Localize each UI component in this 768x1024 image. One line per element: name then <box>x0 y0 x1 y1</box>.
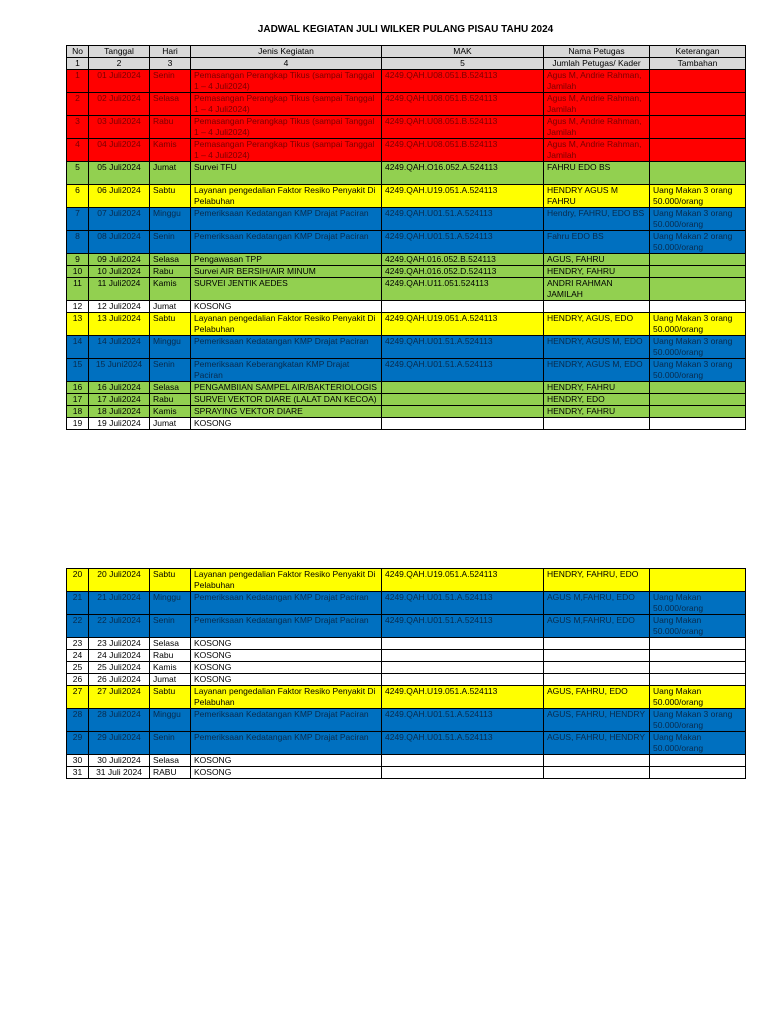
date-cell: 07 Juli2024 <box>89 208 150 231</box>
day-cell: Kamis <box>150 662 191 674</box>
note-cell <box>650 139 746 162</box>
note-cell <box>650 767 746 779</box>
staff-cell: Hendry, FAHRU, EDO BS <box>544 208 650 231</box>
date-cell: 12 Juli2024 <box>89 301 150 313</box>
no-cell: 3 <box>67 116 89 139</box>
date-cell: 06 Juli2024 <box>89 185 150 208</box>
date-cell: 29 Juli2024 <box>89 732 150 755</box>
mak-cell <box>382 394 544 406</box>
activity-cell: Survei AIR BERSIH/AIR MINUM <box>191 266 382 278</box>
no-cell: 24 <box>67 650 89 662</box>
staff-cell <box>544 650 650 662</box>
date-cell: 09 Juli2024 <box>89 254 150 266</box>
day-cell: Selasa <box>150 755 191 767</box>
header-cell: No <box>67 46 89 58</box>
date-cell: 30 Juli2024 <box>89 755 150 767</box>
day-cell: Sabtu <box>150 185 191 208</box>
mak-cell: 4249.QAH.U01.51.A.524113 <box>382 336 544 359</box>
note-cell <box>650 406 746 418</box>
staff-cell: AGUS, FAHRU, HENDRY <box>544 709 650 732</box>
mak-cell: 4249.QAH.U08.051.B.524113 <box>382 93 544 116</box>
note-cell <box>650 569 746 592</box>
activity-cell: Pemasangan Perangkap Tikus (sampai Tanggal 1 – 4 Juli2024) <box>191 93 382 116</box>
mak-cell: 4249.QAH.U11.051.524113 <box>382 278 544 301</box>
activity-cell: Layanan pengedalian Faktor Resiko Penyakit Di Pelabuhan <box>191 686 382 709</box>
staff-cell <box>544 662 650 674</box>
mak-cell <box>382 301 544 313</box>
staff-cell: HENDRY, FAHRU <box>544 382 650 394</box>
activity-cell: Pengawasan TPP <box>191 254 382 266</box>
date-cell: 03 Juli2024 <box>89 116 150 139</box>
mak-cell: 4249.QAH.016.052.B.524113 <box>382 254 544 266</box>
date-cell: 27 Juli2024 <box>89 686 150 709</box>
note-cell <box>650 70 746 93</box>
day-cell: Selasa <box>150 93 191 116</box>
note-cell <box>650 116 746 139</box>
day-cell: Senin <box>150 70 191 93</box>
activity-cell: Pemeriksaan Kedatangan KMP Drajat Paciran <box>191 336 382 359</box>
activity-cell: Pemeriksaan Kedatangan KMP Drajat Paciran <box>191 732 382 755</box>
note-cell <box>650 650 746 662</box>
note-cell <box>650 266 746 278</box>
day-cell: Rabu <box>150 650 191 662</box>
no-cell: 13 <box>67 313 89 336</box>
subheader-cell: 5 <box>382 58 544 70</box>
staff-cell: Agus M, Andrie Rahman, Jamilah <box>544 70 650 93</box>
no-cell: 5 <box>67 162 89 185</box>
no-cell: 23 <box>67 638 89 650</box>
no-cell: 29 <box>67 732 89 755</box>
date-cell: 04 Juli2024 <box>89 139 150 162</box>
subheader-cell: 4 <box>191 58 382 70</box>
no-cell: 25 <box>67 662 89 674</box>
date-cell: 23 Juli2024 <box>89 638 150 650</box>
day-cell: Minggu <box>150 592 191 615</box>
staff-cell: AGUS, FAHRU, HENDRY <box>544 732 650 755</box>
no-cell: 10 <box>67 266 89 278</box>
staff-cell <box>544 638 650 650</box>
table-row <box>67 382 746 394</box>
subheader-cell: 2 <box>89 58 150 70</box>
activity-cell: SURVEI JENTIK AEDES <box>191 278 382 301</box>
day-cell: Minggu <box>150 208 191 231</box>
date-cell: 08 Juli2024 <box>89 231 150 254</box>
activity-cell: Pemeriksaan Kedatangan KMP Drajat Paciran <box>191 208 382 231</box>
date-cell: 05 Juli2024 <box>89 162 150 185</box>
date-cell: 02 Juli2024 <box>89 93 150 116</box>
date-cell: 20 Juli2024 <box>89 569 150 592</box>
no-cell: 31 <box>67 767 89 779</box>
note-cell: Uang Makan 50.000/orang <box>650 732 746 755</box>
subheader-cell: Jumlah Petugas/ Kader <box>544 58 650 70</box>
activity-cell: Pemasangan Perangkap Tikus (sampai Tanggal 1 – 4 Juli2024) <box>191 70 382 93</box>
day-cell: Jumat <box>150 674 191 686</box>
mak-cell <box>382 767 544 779</box>
day-cell: Sabtu <box>150 686 191 709</box>
no-cell: 26 <box>67 674 89 686</box>
mak-cell <box>382 382 544 394</box>
note-cell <box>650 755 746 767</box>
note-cell: Uang Makan 3 orang 50.000/orang <box>650 359 746 382</box>
date-cell: 13 Juli2024 <box>89 313 150 336</box>
note-cell: Uang Makan 3 orang 50.000/orang <box>650 709 746 732</box>
no-cell: 16 <box>67 382 89 394</box>
mak-cell: 4249.QAH.U19.051.A.524113 <box>382 569 544 592</box>
date-cell: 14 Juli2024 <box>89 336 150 359</box>
no-cell: 1 <box>67 70 89 93</box>
document-title: JADWAL KEGIATAN JULI WILKER PULANG PISAU TAHU 2024 <box>257 24 554 35</box>
date-cell: 28 Juli2024 <box>89 709 150 732</box>
activity-cell: Layanan pengedalian Faktor Resiko Penyakit Di Pelabuhan <box>191 313 382 336</box>
staff-cell <box>544 418 650 430</box>
table-row <box>67 394 746 406</box>
mak-cell <box>382 650 544 662</box>
note-cell <box>650 162 746 185</box>
date-cell: 18 Juli2024 <box>89 406 150 418</box>
table-row <box>67 139 746 162</box>
activity-cell: KOSONG <box>191 301 382 313</box>
activity-cell: Survei TFU <box>191 162 382 185</box>
note-cell: Uang Makan 50.000/orang <box>650 686 746 709</box>
activity-cell: SPRAYING VEKTOR DIARE <box>191 406 382 418</box>
mak-cell: 4249.QAH.U01.51.A.524113 <box>382 709 544 732</box>
activity-cell: PENGAMBIIAN SAMPEL AIR/BAKTERIOLOGIS <box>191 382 382 394</box>
note-cell: Uang Makan 50.000/orang <box>650 615 746 638</box>
mak-cell <box>382 406 544 418</box>
table-row <box>67 116 746 139</box>
note-cell <box>650 394 746 406</box>
date-cell: 31 Juli 2024 <box>89 767 150 779</box>
header-row <box>67 46 746 58</box>
note-cell <box>650 638 746 650</box>
note-cell <box>650 674 746 686</box>
subheader-cell: 1 <box>67 58 89 70</box>
activity-cell: Pemasangan Perangkap Tikus (sampai Tanggal 1 – 4 Juli2024) <box>191 139 382 162</box>
mak-cell: 4249.QAH.U01.51.A.524113 <box>382 615 544 638</box>
staff-cell: HENDRY AGUS M FAHRU <box>544 185 650 208</box>
mak-cell: 4249.QAH.U01.51.A.524113 <box>382 208 544 231</box>
mak-cell <box>382 638 544 650</box>
table-row <box>67 231 746 254</box>
staff-cell: HENDRY, AGUS, EDO <box>544 313 650 336</box>
mak-cell: 4249.QAH.U19.051.A.524113 <box>382 185 544 208</box>
activity-cell: Layanan pengedalian Faktor Resiko Penyakit Di Pelabuhan <box>191 569 382 592</box>
no-cell: 20 <box>67 569 89 592</box>
activity-cell: KOSONG <box>191 674 382 686</box>
staff-cell: AGUS M,FAHRU, EDO <box>544 592 650 615</box>
date-cell: 25 Juli2024 <box>89 662 150 674</box>
activity-cell: Pemeriksaan Keberangkatan KMP Drajat Paciran <box>191 359 382 382</box>
no-cell: 14 <box>67 336 89 359</box>
activity-cell: KOSONG <box>191 650 382 662</box>
table-row <box>67 278 746 301</box>
date-cell: 21 Juli2024 <box>89 592 150 615</box>
mak-cell: 4249.QAH.U01.51.A.524113 <box>382 359 544 382</box>
date-cell: 19 Juli2024 <box>89 418 150 430</box>
day-cell: Selasa <box>150 254 191 266</box>
note-cell: Uang Makan 3 orang 50.000/orang <box>650 313 746 336</box>
staff-cell <box>544 301 650 313</box>
mak-cell <box>382 662 544 674</box>
note-cell <box>650 254 746 266</box>
no-cell: 27 <box>67 686 89 709</box>
staff-cell: FAHRU EDO BS <box>544 162 650 185</box>
table-row <box>67 709 746 732</box>
mak-cell <box>382 418 544 430</box>
date-cell: 01 Juli2024 <box>89 70 150 93</box>
table-row <box>67 301 746 313</box>
subheader-row <box>67 58 746 70</box>
subheader-cell: Tambahan <box>650 58 746 70</box>
note-cell <box>650 93 746 116</box>
no-cell: 22 <box>67 615 89 638</box>
table-row <box>67 185 746 208</box>
table-row <box>67 755 746 767</box>
no-cell: 7 <box>67 208 89 231</box>
note-cell <box>650 382 746 394</box>
table-row <box>67 336 746 359</box>
staff-cell: Fahru EDO BS <box>544 231 650 254</box>
no-cell: 4 <box>67 139 89 162</box>
day-cell: Rabu <box>150 266 191 278</box>
note-cell <box>650 301 746 313</box>
day-cell: Minggu <box>150 709 191 732</box>
date-cell: 22 Juli2024 <box>89 615 150 638</box>
note-cell <box>650 278 746 301</box>
no-cell: 9 <box>67 254 89 266</box>
mak-cell <box>382 755 544 767</box>
staff-cell <box>544 767 650 779</box>
header-cell: Keterangan <box>650 46 746 58</box>
activity-cell: Pemasangan Perangkap Tikus (sampai Tanggal 1 – 4 Juli2024) <box>191 116 382 139</box>
note-cell <box>650 418 746 430</box>
mak-cell: 4249.QAH.O16.052.A.524113 <box>382 162 544 185</box>
table-row <box>67 674 746 686</box>
day-cell: Senin <box>150 359 191 382</box>
note-cell: Uang Makan 3 orang 50.000/orang <box>650 185 746 208</box>
table-row <box>67 93 746 116</box>
table-row <box>67 208 746 231</box>
table-row <box>67 254 746 266</box>
no-cell: 21 <box>67 592 89 615</box>
no-cell: 6 <box>67 185 89 208</box>
table-row <box>67 266 746 278</box>
date-cell: 24 Juli2024 <box>89 650 150 662</box>
no-cell: 2 <box>67 93 89 116</box>
activity-cell: Pemeriksaan Kedatangan KMP Drajat Paciran <box>191 592 382 615</box>
day-cell: Jumat <box>150 418 191 430</box>
mak-cell: 4249.QAH.U19.051.A.524113 <box>382 313 544 336</box>
table-row <box>67 313 746 336</box>
mak-cell: 4249.QAH.U01.51.A.524113 <box>382 592 544 615</box>
table-row <box>67 418 746 430</box>
mak-cell: 4249.QAH.U19.051.A.524113 <box>382 686 544 709</box>
activity-cell: Pemeriksaan Kedatangan KMP Drajat Paciran <box>191 615 382 638</box>
table-row <box>67 359 746 382</box>
staff-cell: HENDRY, EDO <box>544 394 650 406</box>
mak-cell: 4249.QAH.U01.51.A.524113 <box>382 732 544 755</box>
table-row <box>67 662 746 674</box>
table-row <box>67 406 746 418</box>
activity-cell: KOSONG <box>191 767 382 779</box>
no-cell: 15 <box>67 359 89 382</box>
date-cell: 11 Juli2024 <box>89 278 150 301</box>
day-cell: Senin <box>150 615 191 638</box>
date-cell: 17 Juli2024 <box>89 394 150 406</box>
staff-cell: HENDRY, FAHRU <box>544 266 650 278</box>
mak-cell: 4249.QAH.016.052.D.524113 <box>382 266 544 278</box>
day-cell: Kamis <box>150 278 191 301</box>
activity-cell: KOSONG <box>191 755 382 767</box>
activity-cell: SURVEI VEKTOR DIARE (LALAT DAN KECOA) <box>191 394 382 406</box>
staff-cell: AGUS, FAHRU <box>544 254 650 266</box>
no-cell: 30 <box>67 755 89 767</box>
note-cell: Uang Makan 3 orang 50.000/orang <box>650 208 746 231</box>
day-cell: Sabtu <box>150 569 191 592</box>
day-cell: Kamis <box>150 406 191 418</box>
staff-cell: HENDRY, AGUS M, EDO <box>544 336 650 359</box>
table-row <box>67 70 746 93</box>
table-row <box>67 767 746 779</box>
staff-cell <box>544 674 650 686</box>
no-cell: 19 <box>67 418 89 430</box>
schedule-table-1 <box>66 45 746 430</box>
staff-cell: HENDRY, FAHRU <box>544 406 650 418</box>
table-row <box>67 569 746 592</box>
date-cell: 26 Juli2024 <box>89 674 150 686</box>
day-cell: Jumat <box>150 301 191 313</box>
day-cell: Selasa <box>150 382 191 394</box>
activity-cell: Layanan pengedalian Faktor Resiko Penyakit Di Pelabuhan <box>191 185 382 208</box>
header-cell: MAK <box>382 46 544 58</box>
activity-cell: KOSONG <box>191 418 382 430</box>
no-cell: 17 <box>67 394 89 406</box>
staff-cell: AGUS M,FAHRU, EDO <box>544 615 650 638</box>
day-cell: Jumat <box>150 162 191 185</box>
day-cell: Selasa <box>150 638 191 650</box>
table-row <box>67 638 746 650</box>
day-cell: Senin <box>150 231 191 254</box>
activity-cell: Pemeriksaan Kedatangan KMP Drajat Paciran <box>191 709 382 732</box>
day-cell: Rabu <box>150 394 191 406</box>
date-cell: 15 Juni2024 <box>89 359 150 382</box>
no-cell: 11 <box>67 278 89 301</box>
note-cell: Uang Makan 2 orang 50.000/orang <box>650 231 746 254</box>
staff-cell: Agus M, Andrie Rahman, Jamilah <box>544 93 650 116</box>
header-cell: Hari <box>150 46 191 58</box>
staff-cell: HENDRY, AGUS M, EDO <box>544 359 650 382</box>
day-cell: Rabu <box>150 116 191 139</box>
no-cell: 28 <box>67 709 89 732</box>
no-cell: 8 <box>67 231 89 254</box>
staff-cell: ANDRI RAHMAN JAMILAH <box>544 278 650 301</box>
date-cell: 16 Juli2024 <box>89 382 150 394</box>
no-cell: 12 <box>67 301 89 313</box>
schedule-table-2 <box>66 568 746 779</box>
staff-cell: HENDRY, FAHRU, EDO <box>544 569 650 592</box>
mak-cell: 4249.QAH.U08.051.B.524113 <box>382 139 544 162</box>
activity-cell: Pemeriksaan Kedatangan KMP Drajat Paciran <box>191 231 382 254</box>
mak-cell <box>382 674 544 686</box>
staff-cell <box>544 755 650 767</box>
table-row <box>67 162 746 185</box>
staff-cell: AGUS, FAHRU, EDO <box>544 686 650 709</box>
activity-cell: KOSONG <box>191 662 382 674</box>
table-row <box>67 732 746 755</box>
note-cell <box>650 662 746 674</box>
subheader-cell: 3 <box>150 58 191 70</box>
note-cell: Uang Makan 50.000/orang <box>650 592 746 615</box>
table-row <box>67 650 746 662</box>
table-row <box>67 592 746 615</box>
no-cell: 18 <box>67 406 89 418</box>
mak-cell: 4249.QAH.U01.51.A.524113 <box>382 231 544 254</box>
mak-cell: 4249.QAH.U08.051.B.524113 <box>382 70 544 93</box>
mak-cell: 4249.QAH.U08.051.B.524113 <box>382 116 544 139</box>
day-cell: Minggu <box>150 336 191 359</box>
date-cell: 10 Juli2024 <box>89 266 150 278</box>
day-cell: Kamis <box>150 139 191 162</box>
activity-cell: KOSONG <box>191 638 382 650</box>
table-row <box>67 615 746 638</box>
table-row <box>67 686 746 709</box>
day-cell: Sabtu <box>150 313 191 336</box>
day-cell: RABU <box>150 767 191 779</box>
day-cell: Senin <box>150 732 191 755</box>
note-cell: Uang Makan 3 orang 50.000/orang <box>650 336 746 359</box>
header-cell: Tanggal <box>89 46 150 58</box>
staff-cell: Agus M, Andrie Rahman, Jamilah <box>544 139 650 162</box>
staff-cell: Agus M, Andrie Rahman, Jamilah <box>544 116 650 139</box>
header-cell: Jenis Kegiatan <box>191 46 382 58</box>
header-cell: Nama Petugas <box>544 46 650 58</box>
